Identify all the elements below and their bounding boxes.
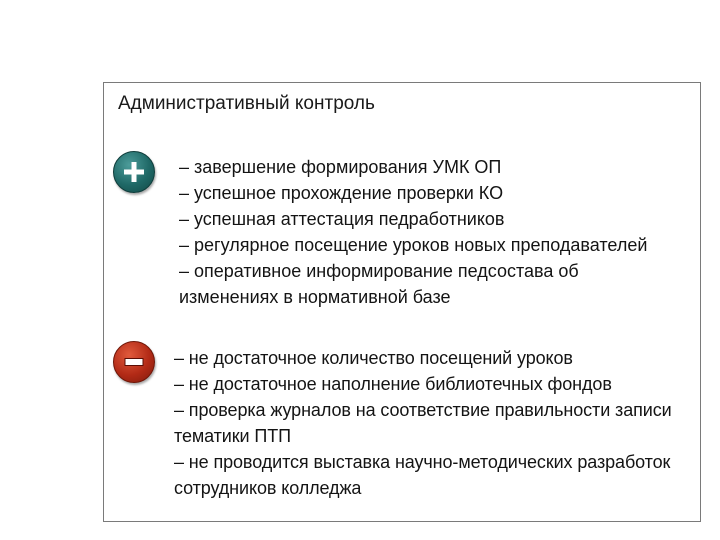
minus-icon (113, 341, 155, 383)
list-item: – успешное прохождение проверки КО (179, 183, 504, 203)
list-item: – завершение формирования УМК ОП (179, 157, 502, 177)
list-item: – не достаточное наполнение библиотечных фондов (174, 374, 612, 394)
list-item: – успешная аттестация педработников (179, 209, 505, 229)
list-item: – проверка журналов на соответствие правильности записи тематики ПТП (174, 400, 672, 446)
list-item: – оперативное информирование педсостава об изменениях в нормативной базе (179, 261, 579, 307)
panel-title: Административный контроль (118, 93, 375, 114)
list-item: – не проводится выставка научно-методических разработок сотрудников колледжа (174, 452, 671, 498)
problems-list (174, 345, 694, 501)
list-item: – регулярное посещение уроков новых преподавателей (179, 235, 648, 255)
content-panel (103, 82, 701, 522)
plus-icon (113, 151, 155, 193)
list-item: – не достаточное количество посещений уроков (174, 348, 573, 368)
positive-results-list (179, 154, 649, 310)
